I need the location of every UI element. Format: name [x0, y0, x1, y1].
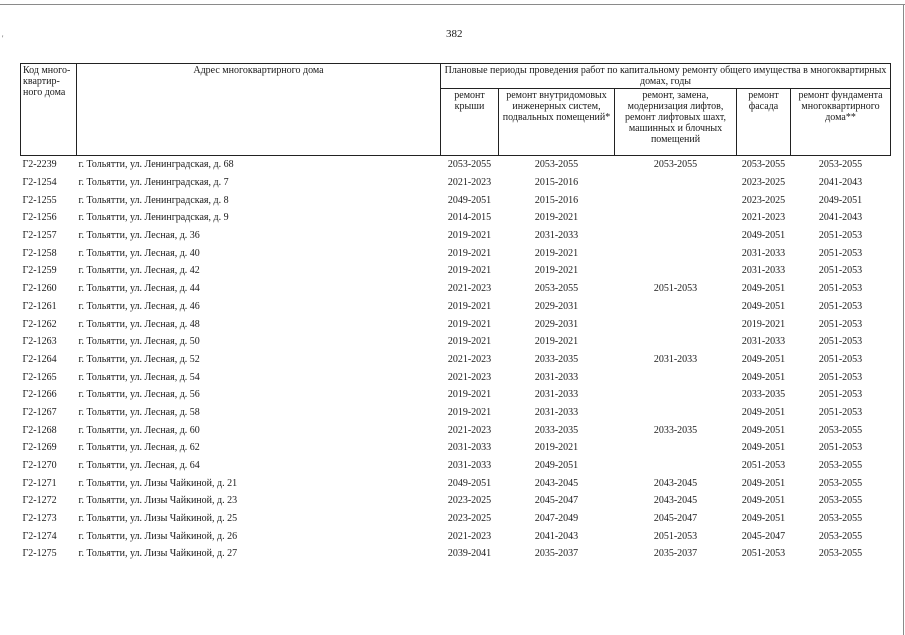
cell-facade-period: 2019-2021: [741, 318, 786, 330]
cell-facade-period: 2049-2051: [741, 406, 786, 418]
table-row: [21, 439, 891, 457]
cell-systems-period: 2033-2035: [534, 353, 579, 365]
cell-roof-period: 2023-2025: [447, 495, 492, 507]
cell-facade-period: 2023-2025: [741, 194, 786, 206]
cell-roof-period: 2053-2055: [447, 159, 492, 171]
cell-address: г. Тольятти, ул. Лесная, д. 36: [78, 230, 200, 242]
table-row: [21, 474, 891, 492]
cell-systems-period: 2015-2016: [534, 177, 579, 189]
cell-house-code: Г2-1257: [22, 230, 57, 242]
cell-address: г. Тольятти, ул. Лесная, д. 64: [78, 460, 200, 472]
header-roof-repair: ремонт крыши: [441, 89, 499, 156]
cell-roof-period: 2019-2021: [447, 247, 492, 259]
cell-roof-period: 2031-2033: [447, 460, 492, 472]
cell-systems-period: 2035-2037: [534, 548, 579, 560]
table-row: [21, 404, 891, 422]
cell-house-code: Г2-2239: [22, 159, 57, 171]
cell-address: г. Тольятти, ул. Ленинградская, д. 8: [78, 194, 229, 206]
cell-address: г. Тольятти, ул. Лесная, д. 58: [78, 406, 200, 418]
table-row: [21, 421, 891, 439]
cell-roof-period: 2021-2023: [447, 424, 492, 436]
cell-roof-period: 2049-2051: [447, 194, 492, 206]
cell-house-code: Г2-1271: [22, 477, 57, 489]
cell-systems-period: 2053-2055: [534, 159, 579, 171]
table-row: [21, 492, 891, 510]
cell-systems-period: 2047-2049: [534, 513, 579, 525]
cell-house-code: Г2-1268: [22, 424, 57, 436]
cell-foundation-period: 2053-2055: [818, 548, 863, 560]
cell-house-code: Г2-1254: [22, 177, 57, 189]
cell-address: г. Тольятти, ул. Лесная, д. 48: [78, 318, 200, 330]
cell-house-code: Г2-1260: [22, 283, 57, 295]
cell-elevators-period: 2043-2045: [653, 495, 698, 507]
cell-elevators-period: 2051-2053: [653, 283, 698, 295]
cell-roof-period: 2023-2025: [447, 513, 492, 525]
cell-systems-period: 2019-2021: [534, 336, 579, 348]
repair-schedule-table: [20, 63, 891, 563]
cell-elevators-period: [615, 244, 737, 262]
cell-facade-period: 2023-2025: [741, 177, 786, 189]
cell-foundation-period: 2051-2053: [818, 283, 863, 295]
cell-address: г. Тольятти, ул. Лесная, д. 40: [78, 247, 200, 259]
cell-roof-period: 2021-2023: [447, 353, 492, 365]
table-row: [21, 298, 891, 316]
header-systems-repair: ремонт внутридомовых инженерных систем, подвальных помещений*: [499, 89, 615, 156]
margin-mark: ': [2, 34, 4, 43]
cell-foundation-period: 2053-2055: [818, 477, 863, 489]
cell-systems-period: 2045-2047: [534, 495, 579, 507]
cell-elevators-period: [615, 333, 737, 351]
cell-facade-period: 2049-2051: [741, 353, 786, 365]
cell-foundation-period: 2051-2053: [818, 300, 863, 312]
cell-systems-period: 2049-2051: [534, 460, 579, 472]
cell-systems-period: 2019-2021: [534, 247, 579, 259]
cell-elevators-period: [615, 457, 737, 475]
cell-elevators-period: [615, 315, 737, 333]
cell-elevators-period: [615, 404, 737, 422]
cell-facade-period: 2053-2055: [741, 159, 786, 171]
cell-foundation-period: 2051-2053: [818, 389, 863, 401]
cell-roof-period: 2019-2021: [447, 389, 492, 401]
cell-foundation-period: 2053-2055: [818, 513, 863, 525]
sheet-right-edge: [903, 4, 904, 635]
cell-house-code: Г2-1266: [22, 389, 57, 401]
table-row: [21, 510, 891, 528]
cell-foundation-period: 2053-2055: [818, 530, 863, 542]
cell-foundation-period: 2051-2053: [818, 336, 863, 348]
cell-systems-period: 2019-2021: [534, 212, 579, 224]
table-row: [21, 280, 891, 298]
cell-roof-period: 2021-2023: [447, 371, 492, 383]
cell-house-code: Г2-1275: [22, 548, 57, 560]
cell-elevators-period: [615, 439, 737, 457]
cell-address: г. Тольятти, ул. Лизы Чайкиной, д. 25: [78, 513, 238, 525]
table-row: [21, 351, 891, 369]
table-row: [21, 386, 891, 404]
cell-facade-period: 2049-2051: [741, 371, 786, 383]
cell-facade-period: 2049-2051: [741, 300, 786, 312]
cell-roof-period: 2021-2023: [447, 177, 492, 189]
cell-house-code: Г2-1255: [22, 194, 57, 206]
cell-roof-period: 2019-2021: [447, 336, 492, 348]
cell-facade-period: 2021-2023: [741, 212, 786, 224]
cell-roof-period: 2019-2021: [447, 230, 492, 242]
cell-address: г. Тольятти, ул. Лесная, д. 62: [78, 442, 200, 454]
page-number: 382: [446, 28, 463, 40]
cell-house-code: Г2-1265: [22, 371, 57, 383]
header-address: Адрес многоквартирного дома: [77, 64, 441, 156]
header-house-code: Код много-квартир-ного дома: [21, 64, 77, 156]
table-header: [21, 64, 891, 156]
cell-facade-period: 2051-2053: [741, 460, 786, 472]
table-row: [21, 174, 891, 192]
cell-address: г. Тольятти, ул. Лесная, д. 42: [78, 265, 200, 277]
cell-foundation-period: 2051-2053: [818, 318, 863, 330]
cell-house-code: Г2-1261: [22, 300, 57, 312]
cell-systems-period: 2031-2033: [534, 230, 579, 242]
cell-elevators-period: 2043-2045: [653, 477, 698, 489]
cell-elevators-period: 2045-2047: [653, 513, 698, 525]
cell-house-code: Г2-1263: [22, 336, 57, 348]
cell-elevators-period: [615, 262, 737, 280]
cell-elevators-period: 2035-2037: [653, 548, 698, 560]
cell-house-code: Г2-1262: [22, 318, 57, 330]
cell-house-code: Г2-1256: [22, 212, 57, 224]
cell-house-code: Г2-1269: [22, 442, 57, 454]
cell-foundation-period: 2051-2053: [818, 442, 863, 454]
cell-roof-period: 2014-2015: [447, 212, 492, 224]
cell-foundation-period: 2051-2053: [818, 406, 863, 418]
cell-systems-period: 2033-2035: [534, 424, 579, 436]
cell-facade-period: 2049-2051: [741, 424, 786, 436]
cell-foundation-period: 2051-2053: [818, 371, 863, 383]
cell-elevators-period: [615, 191, 737, 209]
cell-foundation-period: 2049-2051: [818, 194, 863, 206]
table-body: [21, 156, 891, 563]
cell-address: г. Тольятти, ул. Лизы Чайкиной, д. 27: [78, 548, 238, 560]
cell-foundation-period: 2053-2055: [818, 495, 863, 507]
cell-roof-period: 2031-2033: [447, 442, 492, 454]
cell-address: г. Тольятти, ул. Лесная, д. 52: [78, 353, 200, 365]
cell-roof-period: 2039-2041: [447, 548, 492, 560]
table-row: [21, 457, 891, 475]
cell-foundation-period: 2053-2055: [818, 460, 863, 472]
cell-house-code: Г2-1258: [22, 247, 57, 259]
table-row: [21, 545, 891, 563]
cell-systems-period: 2031-2033: [534, 406, 579, 418]
cell-facade-period: 2049-2051: [741, 495, 786, 507]
table-row: [21, 227, 891, 245]
cell-facade-period: 2031-2033: [741, 265, 786, 277]
cell-facade-period: 2049-2051: [741, 230, 786, 242]
cell-facade-period: 2049-2051: [741, 283, 786, 295]
cell-systems-period: 2031-2033: [534, 389, 579, 401]
cell-elevators-period: [615, 174, 737, 192]
cell-roof-period: 2049-2051: [447, 477, 492, 489]
cell-roof-period: 2021-2023: [447, 283, 492, 295]
cell-foundation-period: 2053-2055: [818, 424, 863, 436]
cell-elevators-period: 2033-2035: [653, 424, 698, 436]
cell-foundation-period: 2051-2053: [818, 353, 863, 365]
cell-address: г. Тольятти, ул. Лесная, д. 60: [78, 424, 200, 436]
cell-systems-period: 2053-2055: [534, 283, 579, 295]
cell-address: г. Тольятти, ул. Лесная, д. 54: [78, 371, 200, 383]
cell-elevators-period: [615, 227, 737, 245]
table-row: [21, 209, 891, 227]
cell-address: г. Тольятти, ул. Ленинградская, д. 7: [78, 177, 229, 189]
cell-foundation-period: 2051-2053: [818, 230, 863, 242]
cell-foundation-period: 2053-2055: [818, 159, 863, 171]
table-row: [21, 368, 891, 386]
cell-foundation-period: 2041-2043: [818, 212, 863, 224]
cell-roof-period: 2019-2021: [447, 318, 492, 330]
cell-roof-period: 2019-2021: [447, 406, 492, 418]
cell-address: г. Тольятти, ул. Лесная, д. 44: [78, 283, 200, 295]
table-row: [21, 333, 891, 351]
header-planned-periods: Плановые периоды проведения работ по капитальному ремонту общего имущества в многоквартирных домах, годы: [441, 64, 891, 89]
cell-systems-period: 2029-2031: [534, 318, 579, 330]
cell-systems-period: 2031-2033: [534, 371, 579, 383]
cell-elevators-period: 2031-2033: [653, 353, 698, 365]
cell-address: г. Тольятти, ул. Лесная, д. 50: [78, 336, 200, 348]
cell-address: г. Тольятти, ул. Лесная, д. 56: [78, 389, 200, 401]
cell-facade-period: 2051-2053: [741, 548, 786, 560]
cell-address: г. Тольятти, ул. Лизы Чайкиной, д. 23: [78, 495, 238, 507]
table-row: [21, 244, 891, 262]
cell-house-code: Г2-1259: [22, 265, 57, 277]
cell-elevators-period: [615, 386, 737, 404]
cell-elevators-period: 2051-2053: [653, 530, 698, 542]
cell-address: г. Тольятти, ул. Ленинградская, д. 68: [78, 159, 234, 171]
cell-systems-period: 2015-2016: [534, 194, 579, 206]
cell-facade-period: 2045-2047: [741, 530, 786, 542]
cell-elevators-period: 2053-2055: [653, 159, 698, 171]
cell-roof-period: 2019-2021: [447, 265, 492, 277]
cell-facade-period: 2031-2033: [741, 336, 786, 348]
cell-address: г. Тольятти, ул. Лизы Чайкиной, д. 26: [78, 530, 238, 542]
table-row: [21, 262, 891, 280]
table-row: [21, 156, 891, 174]
table-row: [21, 527, 891, 545]
sheet-top-edge: [0, 4, 905, 5]
cell-systems-period: 2041-2043: [534, 530, 579, 542]
cell-elevators-period: [615, 368, 737, 386]
cell-house-code: Г2-1267: [22, 406, 57, 418]
header-foundation-repair: ремонт фундамента многоквартирного дома**: [791, 89, 891, 156]
cell-systems-period: 2019-2021: [534, 442, 579, 454]
cell-elevators-period: [615, 298, 737, 316]
cell-foundation-period: 2051-2053: [818, 247, 863, 259]
cell-systems-period: 2019-2021: [534, 265, 579, 277]
cell-systems-period: 2043-2045: [534, 477, 579, 489]
cell-foundation-period: 2051-2053: [818, 265, 863, 277]
cell-house-code: Г2-1272: [22, 495, 57, 507]
cell-roof-period: 2019-2021: [447, 300, 492, 312]
cell-facade-period: 2049-2051: [741, 513, 786, 525]
cell-systems-period: 2029-2031: [534, 300, 579, 312]
cell-house-code: Г2-1264: [22, 353, 57, 365]
cell-facade-period: 2049-2051: [741, 442, 786, 454]
cell-facade-period: 2033-2035: [741, 389, 786, 401]
header-elevator-repair: ремонт, замена, модернизация лифтов, ремонт лифтовых шахт, машинных и блочных помещений: [615, 89, 737, 156]
cell-foundation-period: 2041-2043: [818, 177, 863, 189]
cell-facade-period: 2049-2051: [741, 477, 786, 489]
cell-house-code: Г2-1274: [22, 530, 57, 542]
cell-address: г. Тольятти, ул. Ленинградская, д. 9: [78, 212, 229, 224]
cell-facade-period: 2031-2033: [741, 247, 786, 259]
table-row: [21, 315, 891, 333]
header-facade-repair: ремонт фасада: [737, 89, 791, 156]
cell-roof-period: 2021-2023: [447, 530, 492, 542]
cell-address: г. Тольятти, ул. Лесная, д. 46: [78, 300, 200, 312]
cell-address: г. Тольятти, ул. Лизы Чайкиной, д. 21: [78, 477, 238, 489]
cell-elevators-period: [615, 209, 737, 227]
cell-house-code: Г2-1273: [22, 513, 57, 525]
table-row: [21, 191, 891, 209]
cell-house-code: Г2-1270: [22, 460, 57, 472]
